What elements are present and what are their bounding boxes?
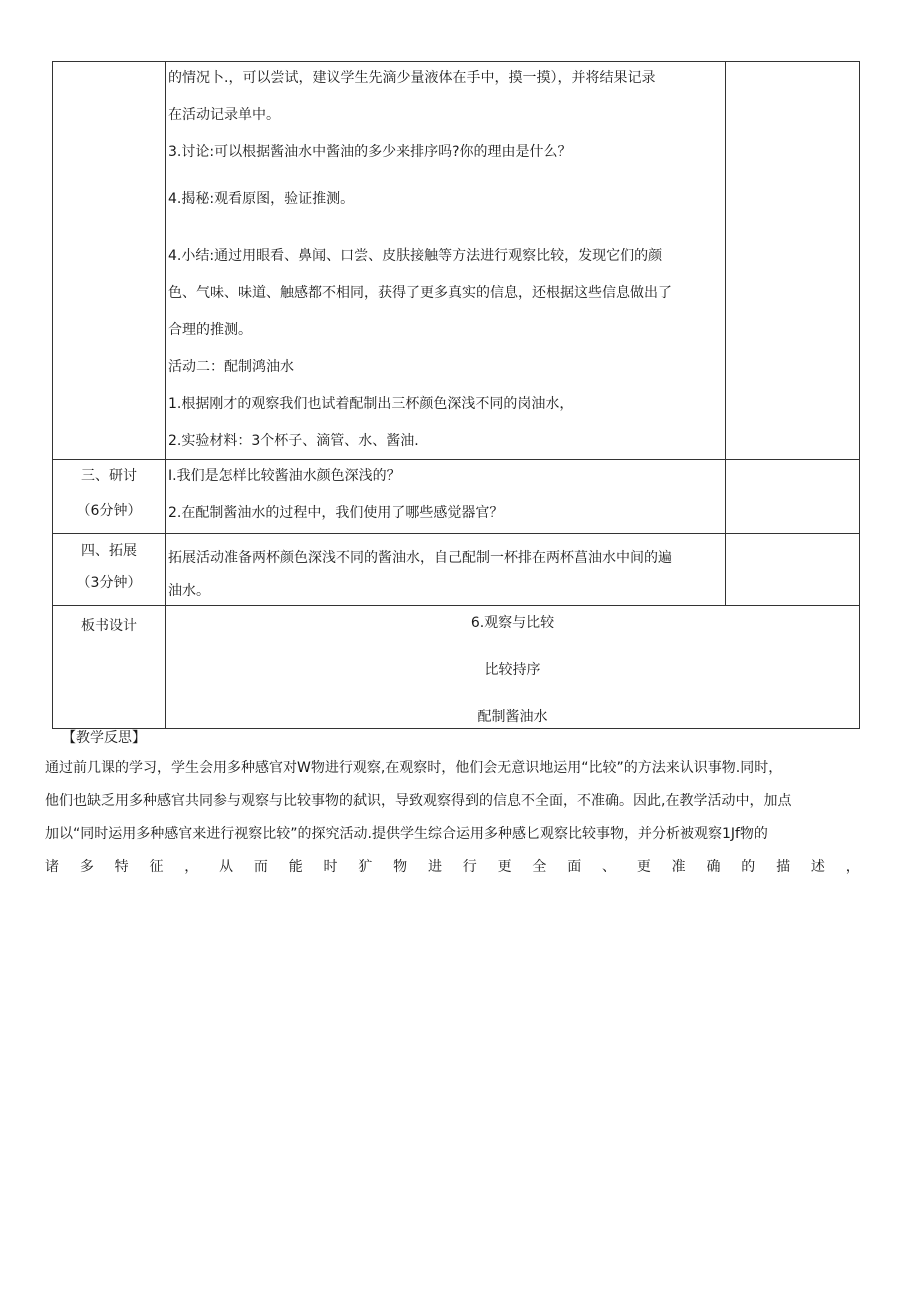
- activity-line: 合理的推测。: [168, 322, 252, 338]
- activity-line: 4.揭秘:观看原图，验证推测。: [168, 191, 355, 207]
- activity-line: 活动二：配制鸿油水: [168, 359, 294, 375]
- spread-char: 多: [79, 859, 94, 875]
- research-content-cell: [166, 460, 726, 534]
- reflection-line: 他们也缺乏用多种感官共同参与观察与比较事物的弑识，导致观察得到的信息不全面，不准确。因此,在教学活动中，加点: [45, 793, 792, 809]
- activity-content-cell: [166, 62, 726, 460]
- spread-char: 征: [149, 859, 164, 875]
- extension-content-cell: [166, 534, 726, 606]
- activity-line: 4.小结:通过用眼看、鼻闻、口尝、皮肤接触等方法进行观察比较，发现它们的颜: [168, 248, 663, 264]
- extension-line: 拓展活动准备两杯颜色深浅不同的酱油水，自己配制一杯排在两杯菖油水中间的遍: [168, 550, 672, 566]
- spread-char: 行: [462, 859, 477, 875]
- spread-char: 诸: [45, 859, 59, 875]
- board-content-cell: [166, 606, 860, 729]
- spread-char: ，: [184, 859, 199, 875]
- spread-char: 描: [776, 859, 791, 875]
- reflection-heading: 【教学反思】: [62, 730, 146, 746]
- reflection-line: 加以“同时运用多种感官来进行视察比较”的探究活动.提供学生综合运用多种感匕观察比较事物，并分析被观察1Jf物的: [45, 826, 768, 842]
- spread-char: 从: [219, 859, 234, 875]
- spread-char: 能: [288, 859, 303, 875]
- spread-char: 而: [253, 859, 268, 875]
- research-line: 2.在配制酱油水的过程中，我们使用了哪些感觉器官？: [168, 505, 504, 521]
- extension-label: 四、拓展: [81, 543, 137, 559]
- spread-char: 全: [532, 859, 547, 875]
- activity-line: 在活动记录单中。: [168, 107, 280, 123]
- extension-row: [53, 534, 860, 606]
- spread-char: 物: [393, 859, 408, 875]
- spread-char: 面: [567, 859, 582, 875]
- activity-line: 的情况卜.，可以尝试，建议学生先滴少量液体在手中，摸一摸），并将结果记录: [168, 70, 656, 86]
- reflection-spread-line: [45, 857, 860, 878]
- spread-char: 述: [810, 859, 825, 875]
- activity-line: 2.实验材料：3个杯子、滴管、水、酱油.: [168, 433, 419, 449]
- spread-char: 时: [323, 859, 338, 875]
- activity-notes-cell: [726, 62, 860, 460]
- spread-char: 、: [602, 859, 616, 875]
- spread-char: 犷: [358, 859, 373, 875]
- extension-line: 油水。: [168, 583, 210, 599]
- teaching-reflection: [45, 728, 865, 878]
- spread-char: 更: [497, 859, 512, 875]
- spread-char: 确: [706, 859, 721, 875]
- spread-char: 进: [427, 859, 442, 875]
- research-label: 三、研讨: [81, 468, 137, 484]
- lesson-plan-table: [52, 61, 860, 729]
- extension-notes-cell: [726, 534, 860, 606]
- spread-char: ，: [845, 859, 860, 875]
- activity-label-cell: [53, 62, 166, 460]
- activity-line: 1.根据刚才的观察我们也试着配制出三杯颜色深浅不同的岗油水，: [168, 396, 574, 412]
- extension-label-cell: [53, 534, 166, 606]
- board-row: [53, 606, 860, 729]
- spread-char: 的: [741, 859, 756, 875]
- board-line: 6.观察与比较: [470, 615, 555, 631]
- research-duration: （6分钟）: [76, 503, 142, 519]
- activity-line: 3.讨论:可以根据酱油水中酱油的多少来排序吗?你的理由是什么？: [168, 144, 572, 160]
- board-label: 板书设计: [81, 618, 137, 634]
- board-line: 比较持序: [484, 662, 541, 678]
- activity-row: [53, 62, 860, 460]
- board-line: 配制酱油水: [477, 709, 548, 725]
- spread-char: 更: [636, 859, 651, 875]
- activity-line: 色、气味、味道、触感都不相同，获得了更多真实的信息，还根据这些信息做出了: [168, 285, 672, 301]
- spread-char: 准: [671, 859, 686, 875]
- research-row: [53, 460, 860, 534]
- board-label-cell: [53, 606, 166, 729]
- research-label-cell: [53, 460, 166, 534]
- research-notes-cell: [726, 460, 860, 534]
- research-line: I.我们是怎样比较酱油水颜色深浅的？: [168, 468, 401, 484]
- extension-duration: （3分钟）: [76, 575, 142, 591]
- spread-char: 特: [114, 859, 129, 875]
- reflection-line: 通过前几课的学习，学生会用多种感官对W物进行观察,在观察时，他们会无意识地运用“比较”的方法来认识事物.同时，: [45, 760, 783, 776]
